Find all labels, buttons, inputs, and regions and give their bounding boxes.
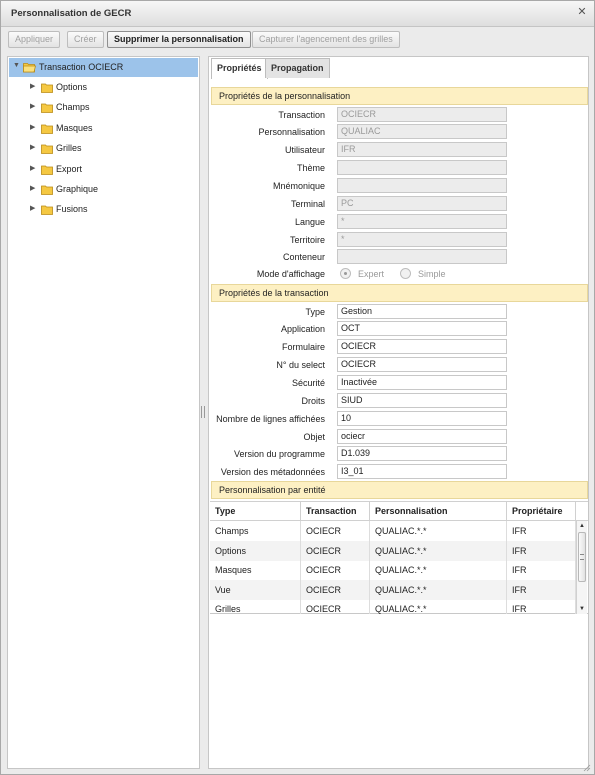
field-label: Territoire (289, 235, 325, 245)
field-row-display-mode (209, 266, 590, 282)
radio-expert[interactable] (340, 268, 351, 279)
table-row[interactable] (210, 580, 576, 600)
cell-personnalisation: QUALIAC.*.* (370, 560, 507, 580)
langue-field[interactable]: * (337, 214, 507, 229)
field-row-transaction (209, 107, 590, 123)
field-label: Mode d'affichage (256, 269, 325, 279)
field-label: Sécurité (291, 378, 325, 388)
cell-transaction: OCIECR (301, 541, 370, 561)
cell-transaction: OCIECR (301, 521, 370, 541)
displayed-lines-field[interactable]: 10 (337, 411, 507, 426)
field-label: N° du select (276, 360, 325, 370)
field-label: Nombre de lignes affichées (216, 414, 325, 424)
field-label: Conteneur (282, 252, 325, 262)
close-icon[interactable]: ✕ (577, 6, 587, 18)
cell-proprietaire: IFR (507, 560, 576, 580)
field-row-displayed-lines (209, 411, 590, 427)
scroll-down-arrow-icon[interactable]: ▼ (579, 606, 585, 612)
create-button[interactable]: Créer (67, 31, 104, 48)
window-title: Personnalisation de GECR (11, 8, 132, 19)
field-row-objet (209, 429, 590, 445)
grip-icon (580, 554, 584, 560)
theme-field[interactable] (337, 160, 507, 175)
table-row[interactable] (210, 599, 576, 614)
type-field[interactable]: Gestion (337, 304, 507, 319)
field-label: Version du programme (233, 449, 325, 459)
cell-personnalisation: QUALIAC.*.* (370, 580, 507, 600)
field-label: Personnalisation (258, 127, 325, 137)
section-header-entity: Personnalisation par entité (211, 481, 588, 499)
field-row-personnalisation (209, 124, 590, 140)
radio-label-simple: Simple (418, 269, 446, 279)
cell-type: Masques (210, 560, 301, 580)
conteneur-field[interactable] (337, 249, 507, 264)
cell-personnalisation: QUALIAC.*.* (370, 521, 507, 541)
collapsed-arrow-icon[interactable]: ▶ (30, 124, 36, 131)
cell-proprietaire: IFR (507, 599, 576, 614)
resize-grip-icon[interactable] (583, 764, 591, 772)
cell-proprietaire: IFR (507, 580, 576, 600)
radio-simple[interactable] (400, 268, 411, 279)
tree-item-label: Export (56, 164, 83, 174)
tab-propagation[interactable]: Propagation (265, 58, 330, 78)
tree-item-label: Champs (56, 102, 90, 112)
apply-button[interactable]: Appliquer (8, 31, 60, 48)
mnemonique-field[interactable] (337, 178, 507, 193)
folder-icon (41, 103, 53, 113)
field-row-program-version (209, 446, 590, 462)
field-label: Application (280, 324, 325, 334)
securite-field[interactable]: Inactivée (337, 375, 507, 390)
field-row-type (209, 304, 590, 320)
field-row-droits (209, 393, 590, 409)
column-header-personnalisation[interactable]: Personnalisation (370, 502, 507, 521)
section-header-transaction: Propriétés de la transaction (211, 284, 588, 302)
field-row-terminal (209, 196, 590, 212)
collapsed-arrow-icon[interactable]: ▶ (30, 144, 36, 151)
cell-transaction: OCIECR (301, 560, 370, 580)
field-label: Type (305, 307, 325, 317)
section-header-personalization: Propriétés de la personnalisation (211, 87, 588, 105)
terminal-field[interactable]: PC (337, 196, 507, 211)
scroll-up-arrow-icon[interactable]: ▲ (579, 523, 585, 529)
folder-icon (41, 185, 53, 195)
expanded-arrow-icon[interactable]: ▼ (13, 62, 20, 69)
field-row-territoire (209, 232, 590, 248)
radio-label-expert: Expert (358, 269, 385, 279)
application-field[interactable]: OCT (337, 321, 507, 336)
field-row-formulaire (209, 339, 590, 355)
field-label: Thème (296, 163, 325, 173)
grid-header-row (210, 502, 588, 521)
field-label: Langue (294, 217, 325, 227)
cell-type: Grilles (210, 599, 301, 614)
field-row-metadata-version (209, 464, 590, 480)
title-bar (1, 1, 594, 27)
field-label: Utilisateur (284, 145, 325, 155)
cell-personnalisation: QUALIAC.*.* (370, 599, 507, 614)
field-label: Mnémonique (272, 181, 325, 191)
table-row[interactable] (210, 521, 576, 541)
utilisateur-field[interactable]: IFR (337, 142, 507, 157)
transaction-field[interactable]: OCIECR (337, 107, 507, 122)
column-header-transaction[interactable]: Transaction (301, 502, 370, 521)
column-header-type[interactable]: Type (210, 502, 301, 521)
field-row-theme (209, 160, 590, 176)
collapsed-arrow-icon[interactable]: ▶ (30, 185, 36, 192)
folder-icon (41, 165, 53, 175)
open-folder-icon (23, 62, 36, 73)
cell-transaction: OCIECR (301, 580, 370, 600)
column-header-proprietaire[interactable]: Propriétaire (507, 502, 576, 521)
tree-root-transaction[interactable] (9, 58, 198, 77)
field-label: Droits (301, 396, 325, 406)
cell-personnalisation: QUALIAC.*.* (370, 541, 507, 561)
capture-grid-layout-button[interactable]: Capturer l'agencement des grilles (252, 31, 400, 48)
collapsed-arrow-icon[interactable]: ▶ (30, 205, 36, 212)
objet-field[interactable]: ociecr (337, 429, 507, 444)
panel-splitter-handle[interactable] (201, 406, 205, 418)
tree-item-label: Grilles (56, 143, 82, 153)
personnalisation-field[interactable]: QUALIAC (337, 124, 507, 139)
tree-item-label: Fusions (56, 204, 88, 214)
cell-type: Options (210, 541, 301, 561)
folder-icon (41, 124, 53, 134)
scroll-thumb[interactable] (578, 532, 586, 582)
field-label: Version des métadonnées (220, 467, 325, 477)
cell-type: Vue (210, 580, 301, 600)
field-row-application (209, 321, 590, 337)
field-row-securite (209, 375, 590, 391)
field-label: Objet (303, 432, 325, 442)
cell-transaction: OCIECR (301, 599, 370, 614)
grid-vertical-scrollbar[interactable] (576, 521, 587, 614)
territoire-field[interactable]: * (337, 232, 507, 247)
collapsed-arrow-icon[interactable]: ▶ (30, 165, 36, 172)
field-row-conteneur (209, 249, 590, 265)
select-number-field[interactable]: OCIECR (337, 357, 507, 372)
field-row-mnemonique (209, 178, 590, 194)
properties-panel (208, 56, 589, 769)
tree-item-label: Options (56, 82, 88, 92)
folder-icon (41, 205, 53, 215)
folder-icon (41, 83, 53, 93)
entity-grid (210, 501, 588, 614)
tree-panel (7, 56, 200, 769)
collapsed-arrow-icon[interactable]: ▶ (30, 83, 36, 90)
cell-proprietaire: IFR (507, 521, 576, 541)
collapsed-arrow-icon[interactable]: ▶ (30, 103, 36, 110)
field-row-utilisateur (209, 142, 590, 158)
program-version-field[interactable]: D1.039 (337, 446, 507, 461)
metadata-version-field[interactable]: I3_01 (337, 464, 507, 479)
cell-type: Champs (210, 521, 301, 541)
table-row[interactable] (210, 560, 576, 580)
table-row[interactable] (210, 541, 576, 561)
field-label: Terminal (290, 199, 325, 209)
tree-item-label: Masques (56, 123, 93, 133)
delete-customization-button[interactable]: Supprimer la personnalisation (107, 31, 251, 48)
field-label: Transaction (278, 110, 325, 120)
droits-field[interactable]: SIUD (337, 393, 507, 408)
formulaire-field[interactable]: OCIECR (337, 339, 507, 354)
tab-proprietes[interactable]: Propriétés (211, 58, 268, 79)
tree-root-label: Transaction OCIECR (39, 62, 124, 72)
tree-item-label: Graphique (56, 184, 99, 194)
field-row-langue (209, 214, 590, 230)
field-label: Formulaire (281, 342, 325, 352)
field-row-select-number (209, 357, 590, 373)
cell-proprietaire: IFR (507, 541, 576, 561)
folder-icon (41, 144, 53, 154)
